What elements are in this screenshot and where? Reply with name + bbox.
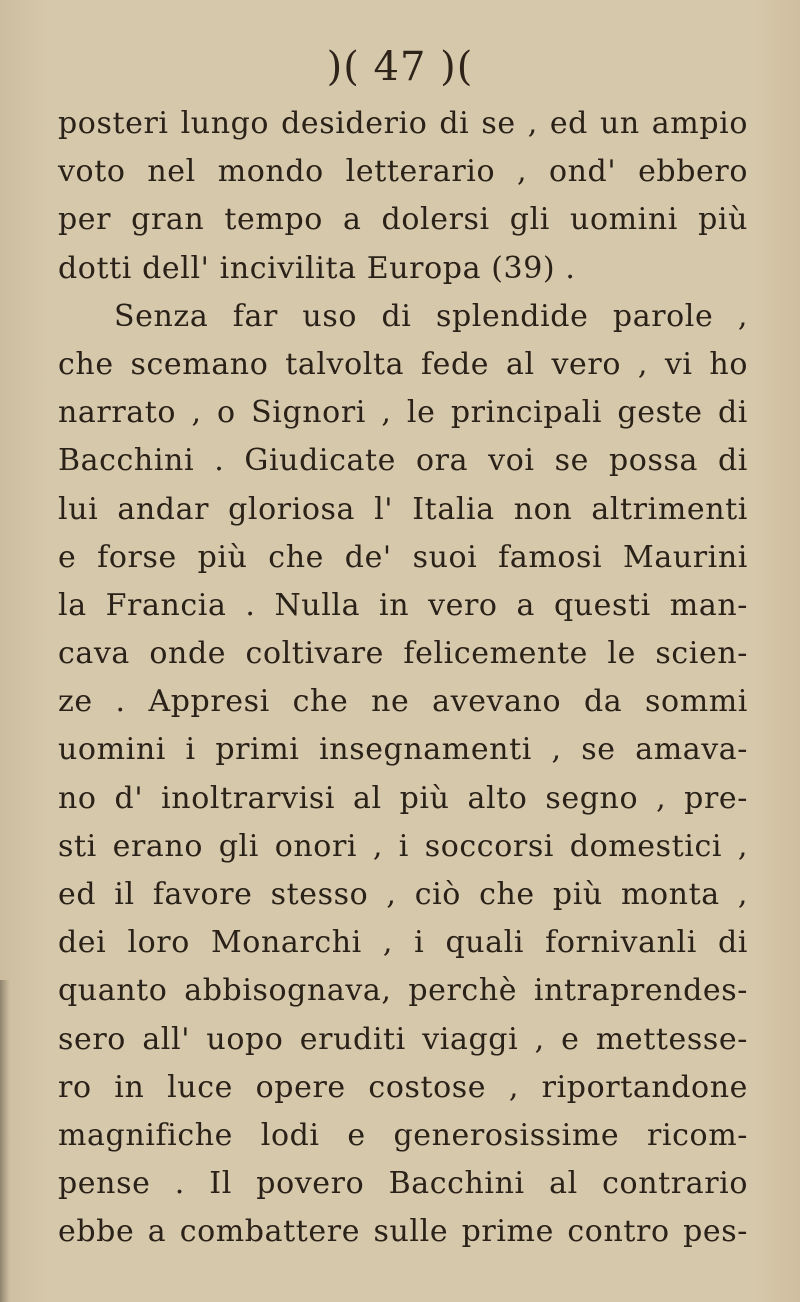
- text-line: ro in luce opere costose , riportandone: [58, 1069, 748, 1105]
- text-line: quanto abbisognava, perchè intraprendes-: [58, 973, 748, 1009]
- text-line: magnifiche lodi e generosissime ricom-: [58, 1117, 748, 1153]
- text-line: pense . Il povero Bacchini al contrario: [58, 1166, 748, 1202]
- text-line: ze . Appresi che ne avevano da sommi: [58, 684, 748, 720]
- text-line: Senza far uso di splendide parole ,: [114, 298, 748, 334]
- text-line: no d' inoltrarvisi al più alto segno , pre-: [58, 780, 748, 816]
- text-line: posteri lungo desiderio di se , ed un ampio: [58, 106, 748, 141]
- text-line: e forse più che de' suoi famosi Maurini: [58, 539, 748, 575]
- text-line: dei loro Monarchi , i quali fornivanli di: [58, 925, 748, 961]
- text-line: Bacchini . Giudicate ora voi se possa di: [58, 443, 748, 479]
- text-line: dotti dell' incivilita Europa (39) .: [58, 250, 576, 286]
- text-line: cava onde coltivare felicemente le scien-: [58, 636, 748, 672]
- text-line: narrato , o Signori , le principali geste di: [58, 395, 748, 431]
- text-line: voto nel mondo letterario , ond' ebbero: [58, 154, 748, 190]
- text-line: lui andar gloriosa l' Italia non altrimenti: [58, 491, 748, 527]
- page-edge-shadow: [0, 980, 10, 1302]
- text-line: che scemano talvolta fede al vero , vi ho: [58, 346, 748, 382]
- text-line: sti erano gli onori , i soccorsi domestici ,: [58, 828, 748, 864]
- text-line: ebbe a combattere sulle prime contro pes-: [58, 1214, 748, 1250]
- body-text: [58, 100, 748, 1257]
- text-line: la Francia . Nulla in vero a questi man-: [58, 587, 748, 623]
- page-number: )( 47 )(: [326, 44, 474, 90]
- text-line: sero all' uopo eruditi viaggi , e mettesse-: [58, 1021, 748, 1057]
- text-line: ed il favore stesso , ciò che più monta ,: [58, 877, 748, 912]
- text-line: uomini i primi insegnamenti , se amava-: [58, 732, 748, 768]
- text-line: per gran tempo a dolersi gli uomini più: [58, 202, 748, 238]
